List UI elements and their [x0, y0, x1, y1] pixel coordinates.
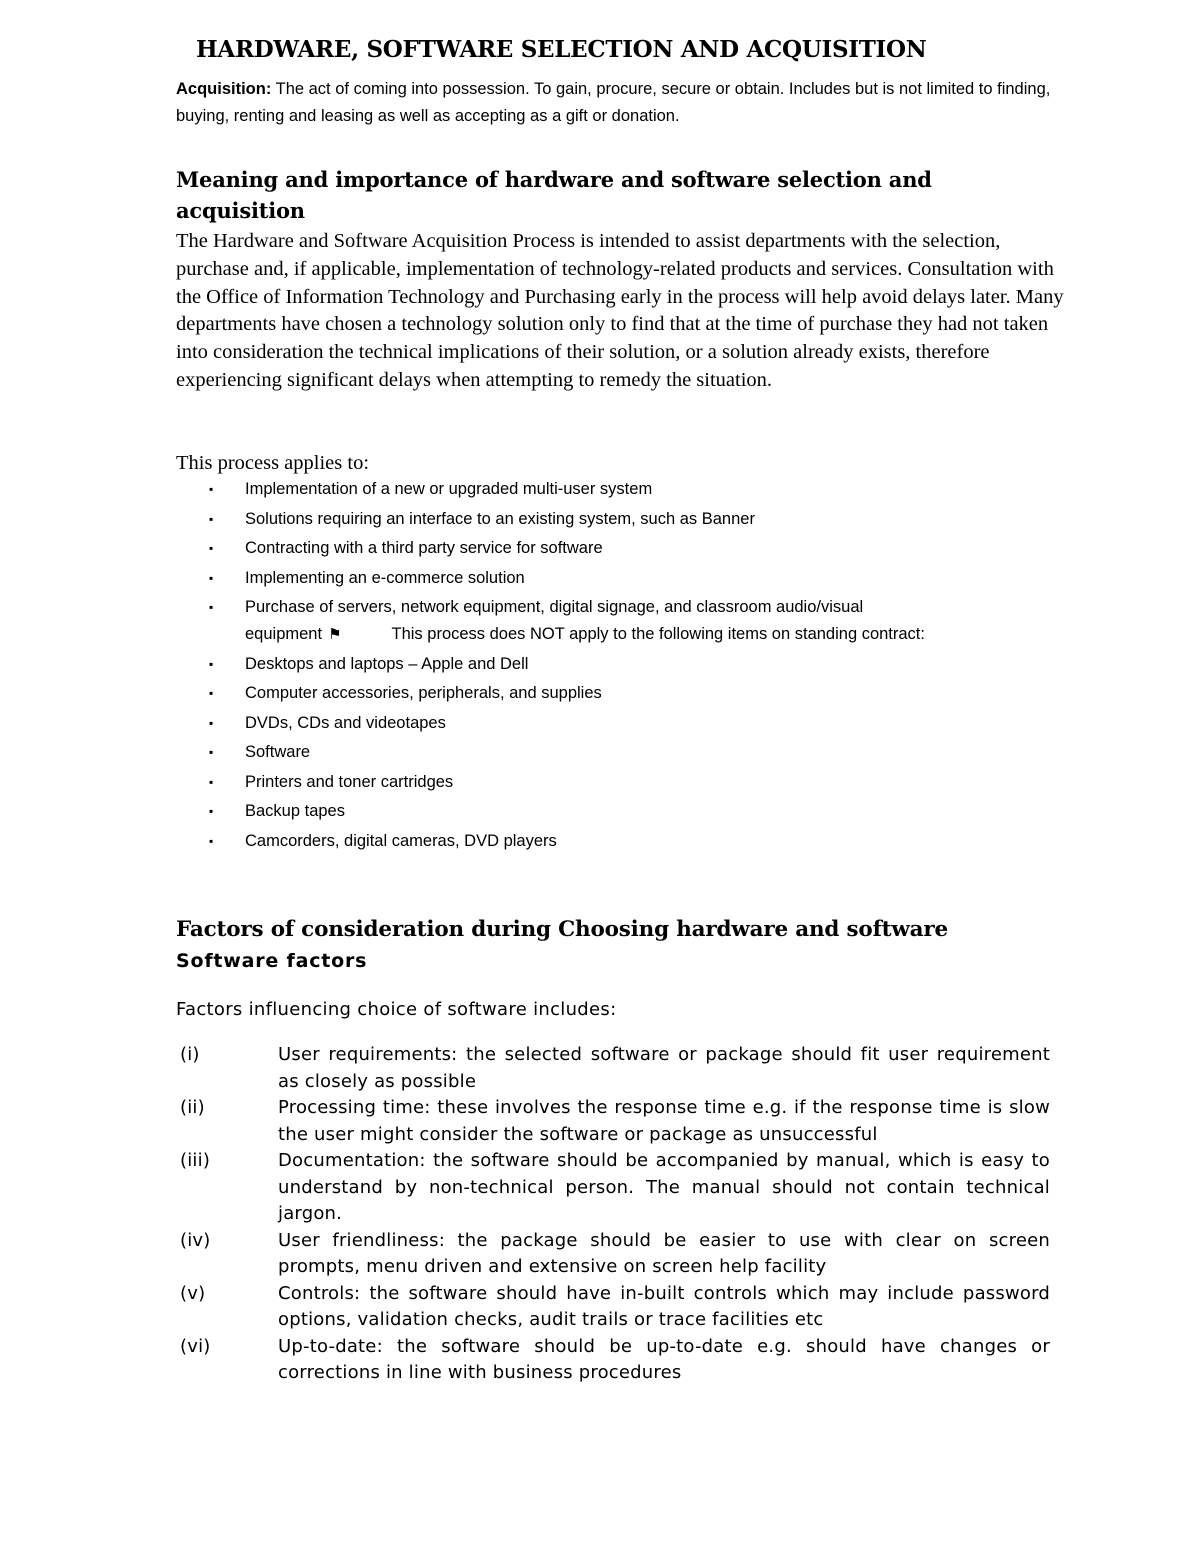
list-item: ▪ Desktops and laptops – Apple and Dell — [205, 651, 1025, 678]
list-item — [180, 1148, 1050, 1228]
bullet-icon: ▪ — [209, 715, 214, 730]
applies-intro: This process applies to: — [176, 452, 370, 474]
item-text: User requirements: the selected software or package should fit user requirement as closely as possible — [278, 1044, 1050, 1092]
list-item — [180, 1042, 1050, 1095]
bullet-icon: ▪ — [209, 511, 214, 526]
item-text: Documentation: the software should be accompanied by manual, which is easy to understand by non-technical person. The manual should not contain technical jargon. — [278, 1150, 1050, 1224]
item-number: (v) — [180, 1282, 206, 1304]
list-item: ▪ Solutions requiring an interface to an existing system, such as Banner — [205, 506, 1025, 533]
factors-list — [180, 1042, 1050, 1387]
bullet-icon: ▪ — [209, 600, 214, 614]
bullet-icon: ▪ — [209, 774, 214, 789]
bullet-icon: ▪ — [209, 656, 214, 671]
item-number: (vi) — [180, 1335, 211, 1357]
clapper-icon: ⚑ — [328, 626, 342, 643]
acquisition-text: The act of coming into possession. To gain, procure, secure or obtain. Includes but is not limited to finding, buying, renting and leasing as well as accepting as a gift or donation. — [176, 80, 1051, 125]
acquisition-definition — [176, 76, 1056, 130]
list-item: ▪ DVDs, CDs and videotapes — [205, 710, 1025, 737]
list-item: ▪ Contracting with a third party service for software — [205, 535, 1025, 562]
bullet-icon: ▪ — [209, 482, 214, 496]
bullet-icon: ▪ — [209, 686, 214, 700]
item-number: (ii) — [180, 1097, 205, 1118]
acquisition-term: Acquisition: — [176, 80, 272, 98]
bullet-icon: ▪ — [209, 833, 214, 848]
factors-intro: Factors influencing choice of software includes: — [176, 999, 617, 1020]
list-item: ▪ Implementing an e-commerce solution — [205, 565, 1025, 592]
list-item — [180, 1334, 1050, 1387]
list-item — [180, 1281, 1050, 1334]
list-item: ▪ Camcorders, digital cameras, DVD players — [205, 828, 1025, 855]
bullet-icon: ▪ — [209, 745, 214, 759]
bullet-icon: ▪ — [209, 804, 214, 818]
factors-heading: Factors of consideration during Choosing hardware and software — [176, 917, 948, 942]
item-number: (iv) — [180, 1229, 211, 1251]
software-factors-subheading: Software factors — [176, 950, 368, 972]
meaning-paragraph: The Hardware and Software Acquisition Process is intended to assist departments with the selection, purchase and, if applicable, implementation of technology-related products and services. Consultation with the Office of Information Technology and Purchasing early in the process will help avoid delays later. Many departments have chosen a technology solution only to find that at the time of purchase they had not taken into consideration the technical implications of their solution, or a solution already exists, therefore experiencing significant delays when attempting to remedy the situation. — [176, 230, 1064, 391]
list-item: ▪ Printers and toner cartridges — [205, 769, 1025, 796]
bullet-icon: ▪ — [209, 541, 214, 555]
meaning-heading: Meaning and importance of hardware and software selection and acquisition — [176, 167, 932, 223]
list-item: ▪ Purchase of servers, network equipment, digital signage, and classroom audio/visual equipment ⚑ This process does NOT apply to the following items on standing contract: — [205, 594, 1025, 648]
item-text: Processing time: these involves the response time e.g. if the response time is slow the user might consider the software or package as unsuccessful — [278, 1097, 1050, 1145]
list-item — [180, 1095, 1050, 1148]
item-number: (i) — [180, 1044, 200, 1065]
applies-list — [205, 476, 1025, 857]
list-item: ▪ Implementation of a new or upgraded multi-user system — [205, 476, 1025, 503]
list-item: ▪ Backup tapes — [205, 798, 1025, 825]
list-item — [180, 1228, 1050, 1281]
list-item: ▪ Computer accessories, peripherals, and supplies — [205, 680, 1025, 707]
item-number: (iii) — [180, 1150, 211, 1171]
item-text: Up-to-date: the software should be up-to-date e.g. should have changes or corrections in line with business procedures — [278, 1335, 1050, 1383]
document-title: HARDWARE, SOFTWARE SELECTION AND ACQUISITION — [196, 36, 927, 63]
list-item: ▪ Software — [205, 739, 1025, 766]
bullet-icon: ▪ — [209, 570, 214, 585]
item-text: User friendliness: the package should be easier to use with clear on screen prompts, menu driven and extensive on screen help facility — [278, 1229, 1050, 1277]
item-text: Controls: the software should have in-built controls which may include password options, validation checks, audit trails or trace facilities etc — [278, 1282, 1050, 1330]
